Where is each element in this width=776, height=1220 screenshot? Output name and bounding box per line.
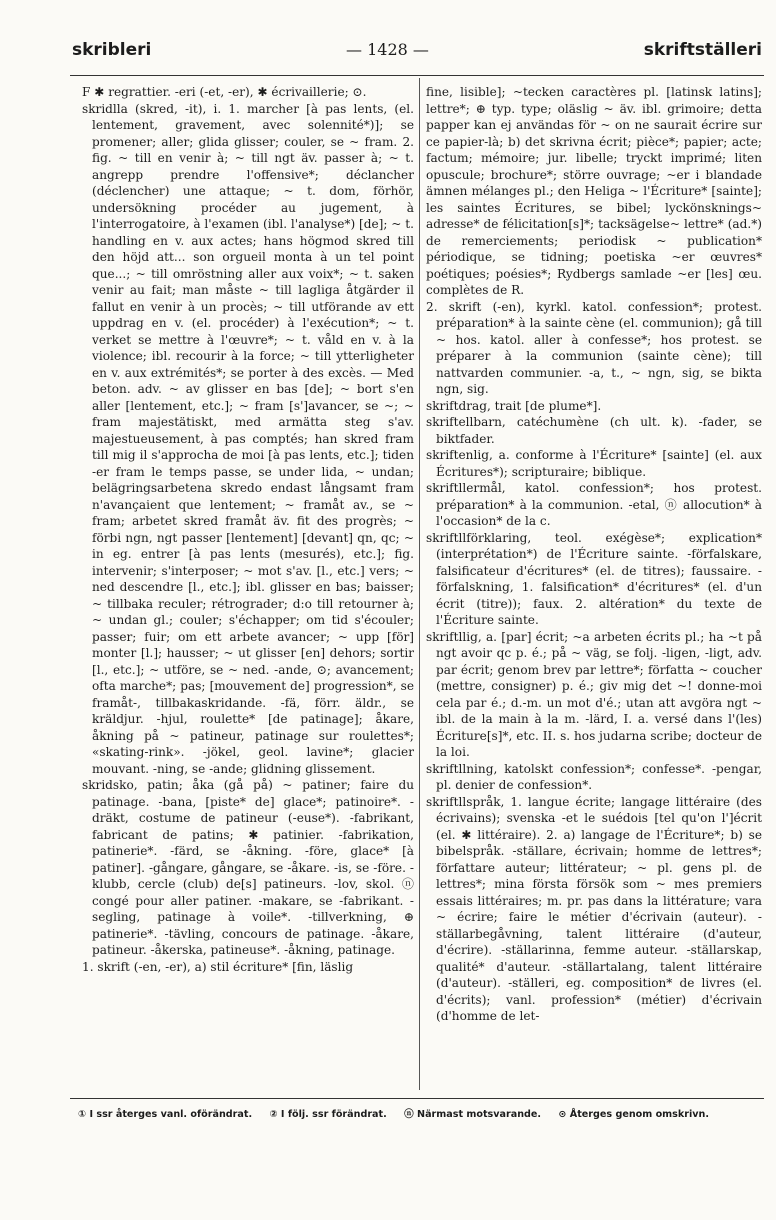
right-column [426,84,762,1088]
entry-skriftenlig: skriftenlig, a. conforme à l'Écriture* [sainte] (el. aux Écritures*); scripturaire; biblique. [426,448,762,479]
entry-skrift-1: 1. skrift (-en, -er), a) stil écriture* [fin, läslig [82,959,354,974]
entry-skriftforklaring: skriftllförklaring, teol. exégèse*; explication* (interprétation*) de l'Écriture sainte. -förfalskare, falsificateur d'écritures* (el. de titres); faussaire. -förfalskning, 1. falsification* d'écritures* (el. d'un écrit (titre)); faux. 2. altération* du texte de l'Écriture sainte. [426,530,762,627]
entry-skridla: skridlla (skred, -it), i. 1. marcher [à pas lents, (el. lentement, gravement, avec solennité*)]; se promener; aller; glida glisser; couler, se ~ fram. 2. ⁠fig. ~ till en venir à; ~ till ngt äv. passer à; ~ t. angrepp prendre l'offensive*; déclancher (déclencher) une attaque; ~ t. dom, förhör, undersökning procéder au jugement, à l'interrogatoire, à l'examen (ibl. l'analyse*) [de]; ~ t. handling en v. aux actes; hans högmod skred till den höjd att... son orgueil monta à un tel point que...; ~ till omröstning aller aux voix*; ~ t. saken venir au fait; man måste ~ till lagliga åtgärder il fallut en venir à un procès; ~ till utförande av ett uppdrag en v. (el. procéder) à l'exécution*; ~ t. verket se mettre à l'œuvre*; ~ t. våld en v. à la violence; ibl. recourir à la force; ~ till ytterligheter en v. aux extrémités*; se porter à des excès. — Med beton. adv. ~ av glisser en bas [de]; ~ bort s'en aller [lentement, etc.]; ~ fram [s']avancer, se ~; ~ fram majestätiskt, med armätta steg s'av. majestueusement, à pas comptés; han skred fram till mig il s'approcha de moi [à pas lents, etc.]; tiden -er fram le temps passe, se under lida, ~ undan; belägringsarbetena skredo endast långsamt fram n'avançaient que lentement; ~ framåt av., se ~ fram; arbetet skred framåt äv. fit des progrès; ~ förbi ngn, ngt passer [lentement] [devant] qn, qc; ~ in eg. entrer [à pas lents (mesurés), etc.]; fig. intervenir; s'interposer; ~ mot s'av. [l., etc.] vers; ~ ned descendre [l., etc.]; ibl. glisser en bas; baisser; ~ tillbaka reculer; rétrograder; d:o till retourner à; ~ undan gl.; couler; s'échapper; om tid s'écouler; passer; fuir; om ett arbete avancer; ~ upp [för] monter [l.]; hausser; ~ ut glisser [en] dehors; sortir [l., etc.]; ~ utföre, se ~ ned. -ande, ⊙; avancement; ofta marche*; pas; [mouvement de] progression*, se framåt-, tillbakaskridande. -fä, förr. äldr., se kräldjur. -hjul, roulette* [de patinage]; åkare, åkning på ~ patineur, patinage sur roulettes*; «skating-rink». -jökel, geol. lavine*; glacier mouvant. -ning, se -ande; glidning glissement. [82,101,414,776]
page-number: — 1428 — [346,40,429,59]
footer-note-2: ② I följ. ssr förändrat. [269,1109,387,1120]
entry-regrattier: F ✱ regrattier. -eri (-et, -er), ✱ écrivaillerie; ⊙. [82,85,367,99]
header-left-guideword: skribleri [72,40,152,60]
entry-skriftermal: skriftllermål, katol. confession*; hos protest. préparation* à la communion. -etal, ⓝ allocution* à l'occasion* de la c. [426,481,762,528]
entry-skrift-2: 2. skrift (-en), kyrkl. katol. confession*; protest. préparation* à la sainte cène (el. communion); gå till ~ hos. katol. aller à confesse*; hos protest. se préparer à la communion (sainte cène); till nattvarden communier. -a, t., ~ ngn, sig, se bikta ngn, sig. [426,299,762,396]
entry-skriftsprak: skriftllspråk, 1. langue écrite; langage littéraire (des écrivains); svenska -et le suédois [tel qu'on l']écrit (el. ✱ littéraire). 2. a) langage de l'Écriture*; b) se bibelspråk. -ställare, écrivain; homme de lettres*; författare auteur; littérateur; ~ pl. gens pl. de lettres*; mina första försök som ~ mes premiers essais littéraires; m. pr. pas dans la littérature; vara ~ écrire; faire le métier d'écrivain (auteur). -ställarbegåvning, talent littéraire (d'auteur, d'écrire). -ställarinna, femme auteur. -ställarskap, qualité* d'auteur. -ställartalang, talent littéraire (d'auteur). -ställeri, eg. composition* de livres (el. d'écrits); vanl. profession* (métier) d'écrivain (d'homme de let- [426,794,762,1023]
header-rule [70,75,764,76]
entry-skriftlig: skriftllig, a. [par] écrit; ~a arbeten écrits pl.; ha ~t på ngt avoir qc p. é.; på ~ väg, se folj. -ligen, -ligt, adv. par écrit; genom brev par lettre*; författa ~ coucher (mettre, consigner) p. é.; giv mig det ~! donne-moi cela par é.; d.-m. un mot d'é.; utan att avgöra ngt ~ ibl. de la main à la m. -lärd, I. a. versé dans l'(les) Écriture[s]*, etc. II. s. hos judarna scribe; docteur de la loi. [426,629,762,759]
footer-note-1: ① I ssr återges vanl. oförändrat. [78,1109,253,1120]
footer-legend [78,1106,768,1120]
entry-skriftdrag: skriftdrag, trait [de plume*]. [426,398,602,413]
footer-rule [70,1098,764,1099]
entry-skriftebarn: skriftellbarn, catéchumène (ch ult. k). -fader, se biktfader. [426,415,762,446]
column-divider [419,78,420,1090]
entry-skrift-1-continued: fine, lisible]; ~tecken caractères pl. [latinsk latins]; lettre*; ⊕ typ. type; oläslig ~ äv. ibl. grimoire; detta papper kan ej användas för ~ on ne saurait écrire sur ce papier-là; b) det skrivna écrit; pièce*; papier; acte; factum; mémoire; jur. libelle; tryckt imprimé; liten opuscule; brochure*; större ouvrage; ~er i blandade ämnen mélanges pl.; den Heliga ~ l'Écriture* [sainte]; les saintes Écritures, se bibel; lyckönsknings~ adresse* de félicitation[s]*; tacksägelse~ lettre* (ad.*) de remerciements; periodisk ~ publication* périodique, se tidning; poetiska ~er œuvres* poétiques; poésies*; Rydbergs samlade ~er [les] œu. complètes de R. [426,85,762,297]
footer-note-3: ⓝ Närmast motsvarande. [404,1109,542,1120]
entry-skridsko: skridsko, patin; åka (gå på) ~ patiner; faire du patinage. -bana, [piste* de] glace*; patinoire*. -dräkt, costume de patineur (-euse*). -fabrikant, fabricant de patins; ✱ patinier. -fabrikation, patinerie*. -färd, se -åkning. -före, glace* [à patiner]. -gångare, gångare, se -åkare. -is, se -före. -klubb, cercle (club) de[s] patineurs. -lov, skol. ⓝ congé pour aller patiner. -makare, se -fabrikant. -segling, patinage à voile*. -tillverkning, ⊕ patinerie*. -tävling, concours de patinage. -åkare, patineur. -åkerska, patineuse*. -åkning, patinage. [82,778,414,957]
footer-note-4: ⊙ Återges genom omskrivn. [558,1109,710,1120]
header-right-guideword: skriftställeri [643,40,762,60]
left-column [82,84,414,1088]
entry-skriftning: skriftllning, katolskt confession*; confesse*. -pengar, pl. denier de confession*. [426,761,762,792]
